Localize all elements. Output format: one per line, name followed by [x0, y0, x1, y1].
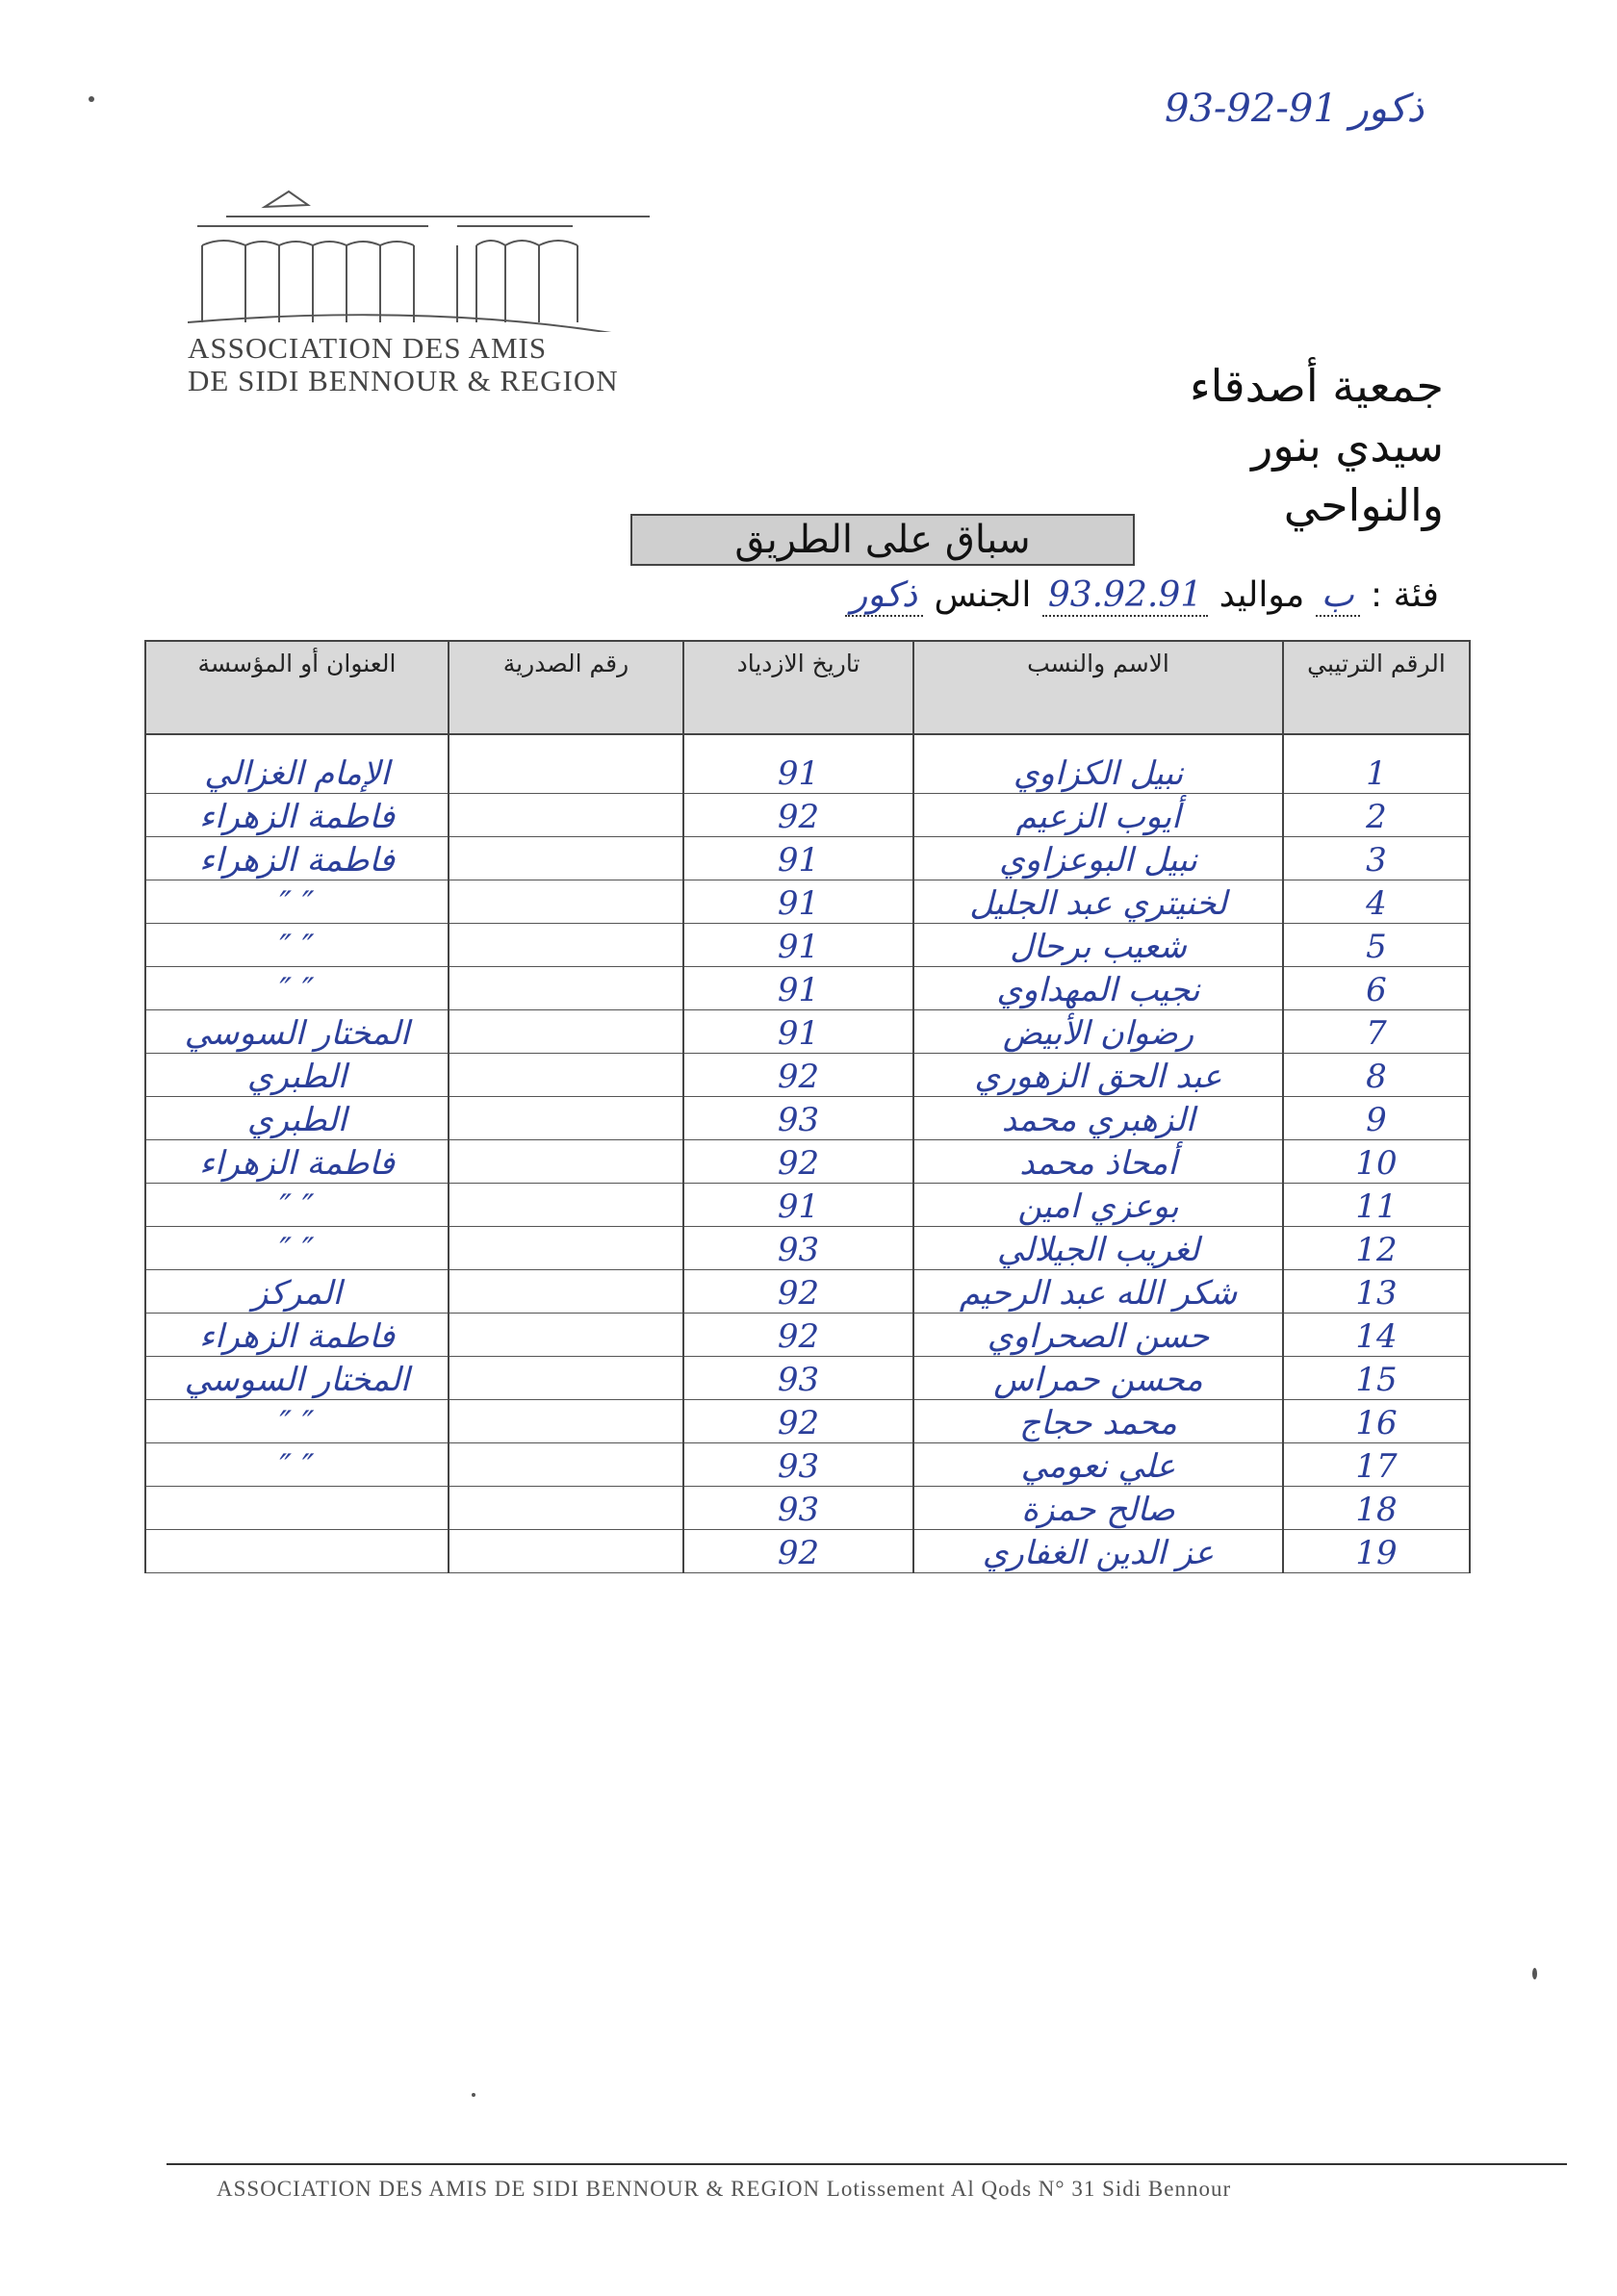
corner-handwritten-note: 93-92-91 ذكور [1165, 87, 1424, 131]
address-cell: فاطمة الزهراء [145, 837, 449, 880]
table-row [145, 880, 1470, 924]
table-row [145, 1530, 1470, 1573]
org-name-ar-line1: جمعية أصدقاء [1189, 360, 1444, 412]
bib-cell [449, 1054, 683, 1097]
rank-cell: 17 [1283, 1443, 1470, 1487]
table-row [145, 1357, 1470, 1400]
rank-cell: 10 [1283, 1140, 1470, 1184]
org-name-fr-line1: ASSOCIATION DES AMIS [188, 331, 548, 365]
birth-year-cell: 91 [683, 1010, 913, 1054]
bib-cell [449, 794, 683, 837]
name-cell: محمد حجاج [913, 1400, 1283, 1443]
birth-year-cell: 92 [683, 794, 913, 837]
birth-year-cell: 93 [683, 1487, 913, 1530]
address-cell [145, 1530, 449, 1573]
header-address: العنوان أو المؤسسة [145, 641, 449, 734]
name-cell: محسن حمراس [913, 1357, 1283, 1400]
address-cell: المختار السوسي [145, 1357, 449, 1400]
address-cell: ″ ″ [145, 1443, 449, 1487]
org-name-ar-line2: سيدي بنور [1251, 420, 1444, 472]
table-row [145, 1487, 1470, 1530]
table-row [145, 1443, 1470, 1487]
bib-cell [449, 1487, 683, 1530]
table-row [145, 1010, 1470, 1054]
association-logo [188, 188, 707, 397]
address-cell: الطبري [145, 1097, 449, 1140]
birth-value: 93.92.91 [1042, 575, 1208, 617]
bib-cell [449, 1530, 683, 1573]
bib-cell [449, 1010, 683, 1054]
rank-cell: 14 [1283, 1314, 1470, 1357]
birth-year-cell: 93 [683, 1443, 913, 1487]
table-row [145, 1054, 1470, 1097]
address-cell: فاطمة الزهراء [145, 1314, 449, 1357]
bib-cell [449, 734, 683, 794]
bib-cell [449, 837, 683, 880]
rank-cell: 5 [1283, 924, 1470, 967]
rank-cell: 15 [1283, 1357, 1470, 1400]
table-row [145, 1314, 1470, 1357]
name-cell: لخنيتري عبد الجليل [913, 880, 1283, 924]
table-row [145, 1140, 1470, 1184]
rank-cell: 6 [1283, 967, 1470, 1010]
name-cell: نجيب المهداوي [913, 967, 1283, 1010]
table-row [145, 794, 1470, 837]
bib-cell [449, 880, 683, 924]
bib-cell [449, 924, 683, 967]
name-cell: شعيب برحال [913, 924, 1283, 967]
birth-year-cell: 92 [683, 1400, 913, 1443]
rank-cell: 11 [1283, 1184, 1470, 1227]
address-cell: ″ ″ [145, 1400, 449, 1443]
bib-cell [449, 1184, 683, 1227]
category-line [845, 575, 1439, 615]
header-rank: الرقم الترتيبي [1283, 641, 1470, 734]
name-cell: عبد الحق الزهوري [913, 1054, 1283, 1097]
address-cell: المختار السوسي [145, 1010, 449, 1054]
address-cell: ″ ″ [145, 1227, 449, 1270]
category-label: فئة : [1371, 575, 1439, 615]
name-cell: أيوب الزعيم [913, 794, 1283, 837]
rank-cell: 16 [1283, 1400, 1470, 1443]
bib-cell [449, 1400, 683, 1443]
building-emblem-icon [188, 188, 707, 332]
birth-year-cell: 91 [683, 734, 913, 794]
header-bib-number: رقم الصدرية [449, 641, 683, 734]
table-row [145, 734, 1470, 794]
table-row [145, 1400, 1470, 1443]
rank-cell: 18 [1283, 1487, 1470, 1530]
rank-cell: 3 [1283, 837, 1470, 880]
name-cell: نبيل البوعزاوي [913, 837, 1283, 880]
birth-year-cell: 92 [683, 1270, 913, 1314]
header-birth-date: تاريخ الازدياد [683, 641, 913, 734]
category-value: ب [1316, 575, 1360, 617]
name-cell: نبيل الكزاوي [913, 734, 1283, 794]
birth-year-cell: 91 [683, 837, 913, 880]
rank-cell: 1 [1283, 734, 1470, 794]
participants-table [144, 640, 1471, 1573]
rank-cell: 8 [1283, 1054, 1470, 1097]
birth-label: مواليد [1219, 575, 1305, 615]
address-cell: ″ ″ [145, 1184, 449, 1227]
rank-cell: 12 [1283, 1227, 1470, 1270]
sex-value: ذكور [845, 575, 923, 617]
name-cell: أمحاذ محمد [913, 1140, 1283, 1184]
header-name: الاسم والنسب [913, 641, 1283, 734]
table-row [145, 837, 1470, 880]
table-row [145, 1270, 1470, 1314]
name-cell: شكر الله عبد الرحيم [913, 1270, 1283, 1314]
address-cell: الطبري [145, 1054, 449, 1097]
table-row [145, 1184, 1470, 1227]
table-row [145, 1227, 1470, 1270]
org-name-fr-line2: DE SIDI BENNOUR & REGION [188, 364, 619, 397]
birth-year-cell: 92 [683, 1054, 913, 1097]
bib-cell [449, 967, 683, 1010]
org-name-arabic [1190, 356, 1444, 535]
birth-year-cell: 91 [683, 880, 913, 924]
name-cell: الزهبري محمد [913, 1097, 1283, 1140]
race-title: سباق على الطريق [630, 514, 1135, 566]
table-header-row [145, 641, 1470, 734]
address-cell: الإمام الغزالي [145, 734, 449, 794]
footer-address: ASSOCIATION DES AMIS DE SIDI BENNOUR & REGION Lotissement Al Qods N° 31 Sidi Bennour [217, 2177, 1232, 2201]
name-cell: حسن الصحراوي [913, 1314, 1283, 1357]
birth-year-cell: 91 [683, 1184, 913, 1227]
table-row [145, 1097, 1470, 1140]
address-cell: ″ ″ [145, 924, 449, 967]
bib-cell [449, 1097, 683, 1140]
address-cell [145, 1487, 449, 1530]
bib-cell [449, 1314, 683, 1357]
rank-cell: 9 [1283, 1097, 1470, 1140]
birth-year-cell: 93 [683, 1227, 913, 1270]
footer-divider [167, 2163, 1567, 2165]
address-cell: ″ ″ [145, 967, 449, 1010]
address-cell: المركز [145, 1270, 449, 1314]
birth-year-cell: 91 [683, 967, 913, 1010]
address-cell: فاطمة الزهراء [145, 794, 449, 837]
rank-cell: 19 [1283, 1530, 1470, 1573]
bib-cell [449, 1357, 683, 1400]
name-cell: لغريب الجيلالي [913, 1227, 1283, 1270]
scan-speck [1532, 1968, 1537, 1979]
bib-cell [449, 1140, 683, 1184]
bib-cell [449, 1227, 683, 1270]
address-cell: فاطمة الزهراء [145, 1140, 449, 1184]
bib-cell [449, 1443, 683, 1487]
name-cell: عز الدين الغفاري [913, 1530, 1283, 1573]
name-cell: رضوان الأبيض [913, 1010, 1283, 1054]
rank-cell: 4 [1283, 880, 1470, 924]
scan-speck [89, 96, 94, 102]
birth-year-cell: 93 [683, 1357, 913, 1400]
table-row [145, 924, 1470, 967]
rank-cell: 2 [1283, 794, 1470, 837]
name-cell: علي نعومي [913, 1443, 1283, 1487]
birth-year-cell: 92 [683, 1314, 913, 1357]
birth-year-cell: 92 [683, 1140, 913, 1184]
birth-year-cell: 92 [683, 1530, 913, 1573]
scan-speck [472, 2093, 475, 2097]
birth-year-cell: 91 [683, 924, 913, 967]
rank-cell: 7 [1283, 1010, 1470, 1054]
birth-year-cell: 93 [683, 1097, 913, 1140]
sex-label: الجنس [934, 575, 1032, 615]
name-cell: صالح حمزة [913, 1487, 1283, 1530]
name-cell: بوعزي امين [913, 1184, 1283, 1227]
table-row [145, 967, 1470, 1010]
address-cell: ″ ″ [145, 880, 449, 924]
org-name-ar-line3: والنواحي [1283, 479, 1444, 531]
bib-cell [449, 1270, 683, 1314]
rank-cell: 13 [1283, 1270, 1470, 1314]
